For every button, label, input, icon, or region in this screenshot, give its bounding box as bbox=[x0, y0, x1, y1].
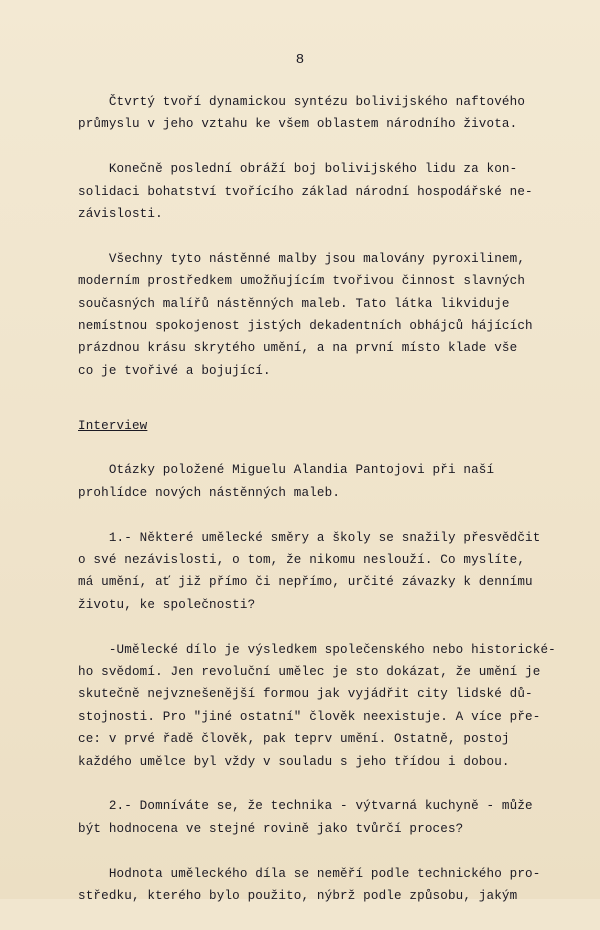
spacer bbox=[78, 405, 568, 415]
text-line: -Umělecké dílo je výsledkem společenského nebo historické- bbox=[78, 642, 556, 657]
text-line: Hodnota uměleckého díla se neměří podle technického pro- bbox=[78, 866, 541, 881]
text-line: o své nezávislosti, o tom, že nikomu neslouží. Co myslíte, bbox=[78, 553, 526, 568]
text-line: ho svědomí. Jen revoluční umělec je sto dokázat, že umění je bbox=[78, 665, 541, 680]
section-heading: Interview bbox=[78, 418, 148, 433]
text-line: 1.- Některé umělecké směry a školy se snažily přesvědčit bbox=[78, 530, 541, 545]
text-line: Konečně poslední obráží boj bolivijského lidu za kon- bbox=[78, 162, 518, 177]
paragraph bbox=[78, 459, 568, 504]
text-line: moderním prostředkem umožňujícím tvořivou činnost slavných bbox=[78, 274, 526, 289]
text-line: každého umělce byl vždy v souladu s jeho třídou i dobou. bbox=[78, 754, 510, 769]
paragraph bbox=[78, 527, 568, 617]
text-line: středku, kterého bylo použito, nýbrž podle způsobu, jakým bbox=[78, 889, 518, 904]
text-line: nemístnou spokojenost jistých dekadentních obhájců hájících bbox=[78, 319, 533, 334]
text-line: životu, ke společnosti? bbox=[78, 597, 256, 612]
document-body bbox=[78, 91, 568, 930]
paragraph bbox=[78, 248, 568, 382]
text-line: Čtvrtý tvoří dynamickou syntézu bolivijského naftového bbox=[78, 95, 526, 109]
text-line: solidaci bohatství tvořícího základ národní hospodářské ne- bbox=[78, 184, 533, 199]
text-line: má umění, ať již přímo či nepřímo, určité závazky k dennímu bbox=[78, 575, 533, 590]
paragraph bbox=[78, 91, 568, 136]
text-line: 2.- Domníváte se, že technika - výtvarná kuchyně - může bbox=[78, 799, 533, 814]
text-line: stojnosti. Pro "jiné ostatní" člověk neexistuje. A více pře- bbox=[78, 709, 541, 724]
text-line: ce: v prvé řadě člověk, pak teprv umění. Ostatně, postoj bbox=[78, 732, 510, 747]
text-line: průmyslu v jeho vztahu ke všem oblastem národního života. bbox=[78, 117, 518, 132]
text-line: prázdnou krásu skrytého umění, a na první místo klade vše bbox=[78, 341, 518, 356]
paragraph bbox=[78, 639, 568, 773]
paragraph bbox=[78, 863, 568, 908]
text-line: prohlídce nových nástěnných maleb. bbox=[78, 485, 341, 500]
text-line: co je tvořivé a bojující. bbox=[78, 363, 271, 378]
text-line: skutečně nejvznešenější formou jak vyjádřit city lidské dů- bbox=[78, 687, 533, 702]
text-line: závislosti. bbox=[78, 207, 163, 222]
paragraph bbox=[78, 795, 568, 840]
text-line: Všechny tyto nástěnné malby jsou malovány pyroxilinem, bbox=[78, 251, 526, 266]
text-line: současných malířů nástěnných maleb. Tato látka likviduje bbox=[78, 296, 510, 311]
page-number: 8 bbox=[295, 52, 305, 68]
text-line: Otázky položené Miguelu Alandia Pantojovi při naší bbox=[78, 463, 495, 478]
text-line: být hodnocena ve stejné rovině jako tvůrčí proces? bbox=[78, 821, 464, 836]
paragraph bbox=[78, 158, 568, 225]
